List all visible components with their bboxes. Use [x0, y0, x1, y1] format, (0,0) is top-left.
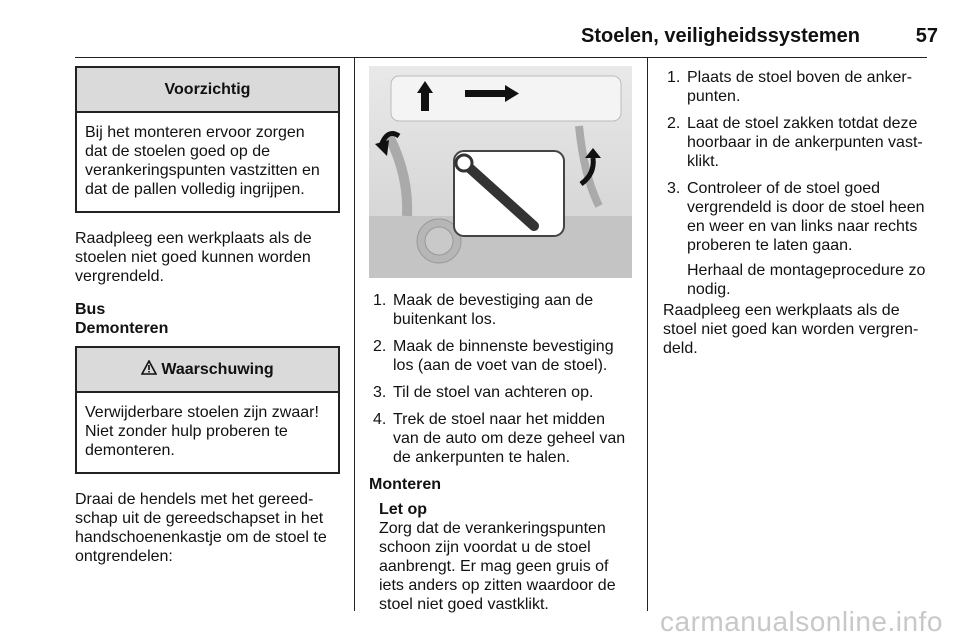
column-divider-right [647, 58, 648, 611]
warning-title: Waarschuwing [161, 361, 274, 378]
warning-box [75, 346, 340, 474]
heading-demonteren: Demonteren [75, 320, 169, 337]
column-divider-left [354, 58, 355, 611]
caution-box [75, 66, 340, 213]
warning-header [77, 348, 338, 393]
workshop-note: Raadpleeg een werkplaats als de stoelen niet goed kunnen worden vergrendeld. [75, 230, 312, 285]
note-text: Zorg dat de verankeringspunten schoon zijn voordat u de stoel aanbrengt. Er mag geen gruis of iets anders op zitten waardoor de stoel niet goed vastklikt. [379, 520, 616, 613]
note-block [369, 500, 634, 614]
heading-monteren: Monteren [369, 476, 441, 493]
middle-column [369, 291, 634, 628]
mounting-step: 3. Controleer of de stoel goed vergrendeld is door de stoel heen en weer en van links naar rechts proberen te laten gaan. Herhaal de montageprocedure zo nodig. [663, 179, 933, 299]
mounting-step: 2. Laat de stoel zakken totdat deze hoorbaar in de ankerpunten vastklikt. [667, 115, 923, 170]
heading-bus: Bus [75, 301, 106, 318]
warning-triangle-icon [141, 360, 157, 379]
workshop-note-right: Raadpleeg een werkplaats als de stoel niet goed kan worden vergrendeld. [663, 302, 919, 357]
removal-step: 3. Til de stoel van achteren op. [373, 384, 594, 401]
warning-text: Verwijderbare stoelen zijn zwaar! Niet zonder hulp proberen te demonteren. [85, 404, 319, 459]
right-column [663, 68, 933, 372]
mounting-steps [663, 68, 933, 299]
caution-title: Voorzichtig [77, 68, 338, 113]
repeat-note: Herhaal de montageprocedure zo nodig. [687, 262, 926, 298]
removal-step: 4. Trek de stoel naar het midden van de auto om deze geheel van de ankerpunten te halen. [373, 411, 626, 466]
removal-step: 2. Maak de binnenste bevestiging los (aan de voet van de stoel). [373, 338, 614, 374]
removal-steps [369, 291, 634, 467]
left-column [75, 66, 340, 580]
caution-text: Bij het monteren ervoor zorgen dat de stoelen goed op de verankeringspunten vastzitten en dat de pallen volledig ingrijpen. [85, 124, 320, 198]
seat-removal-illustration [369, 66, 632, 278]
page-number: 57 [915, 25, 938, 47]
removal-step: 1. Maak de bevestiging aan de buitenkant los. [373, 292, 594, 328]
section-title: Stoelen, veiligheidssystemen [581, 25, 860, 47]
note-title: Let op [379, 501, 427, 518]
header-divider [75, 57, 927, 58]
mounting-step: 1. Plaats de stoel boven de ankerpunten. [667, 69, 913, 105]
watermark-text: carmanualsonline.info [660, 606, 943, 637]
unlock-instruction: Draai de hendels met het gereedschap uit de gereedschapset in het handschoenenkastje om de stoel te ontgrendelen: [75, 491, 327, 565]
